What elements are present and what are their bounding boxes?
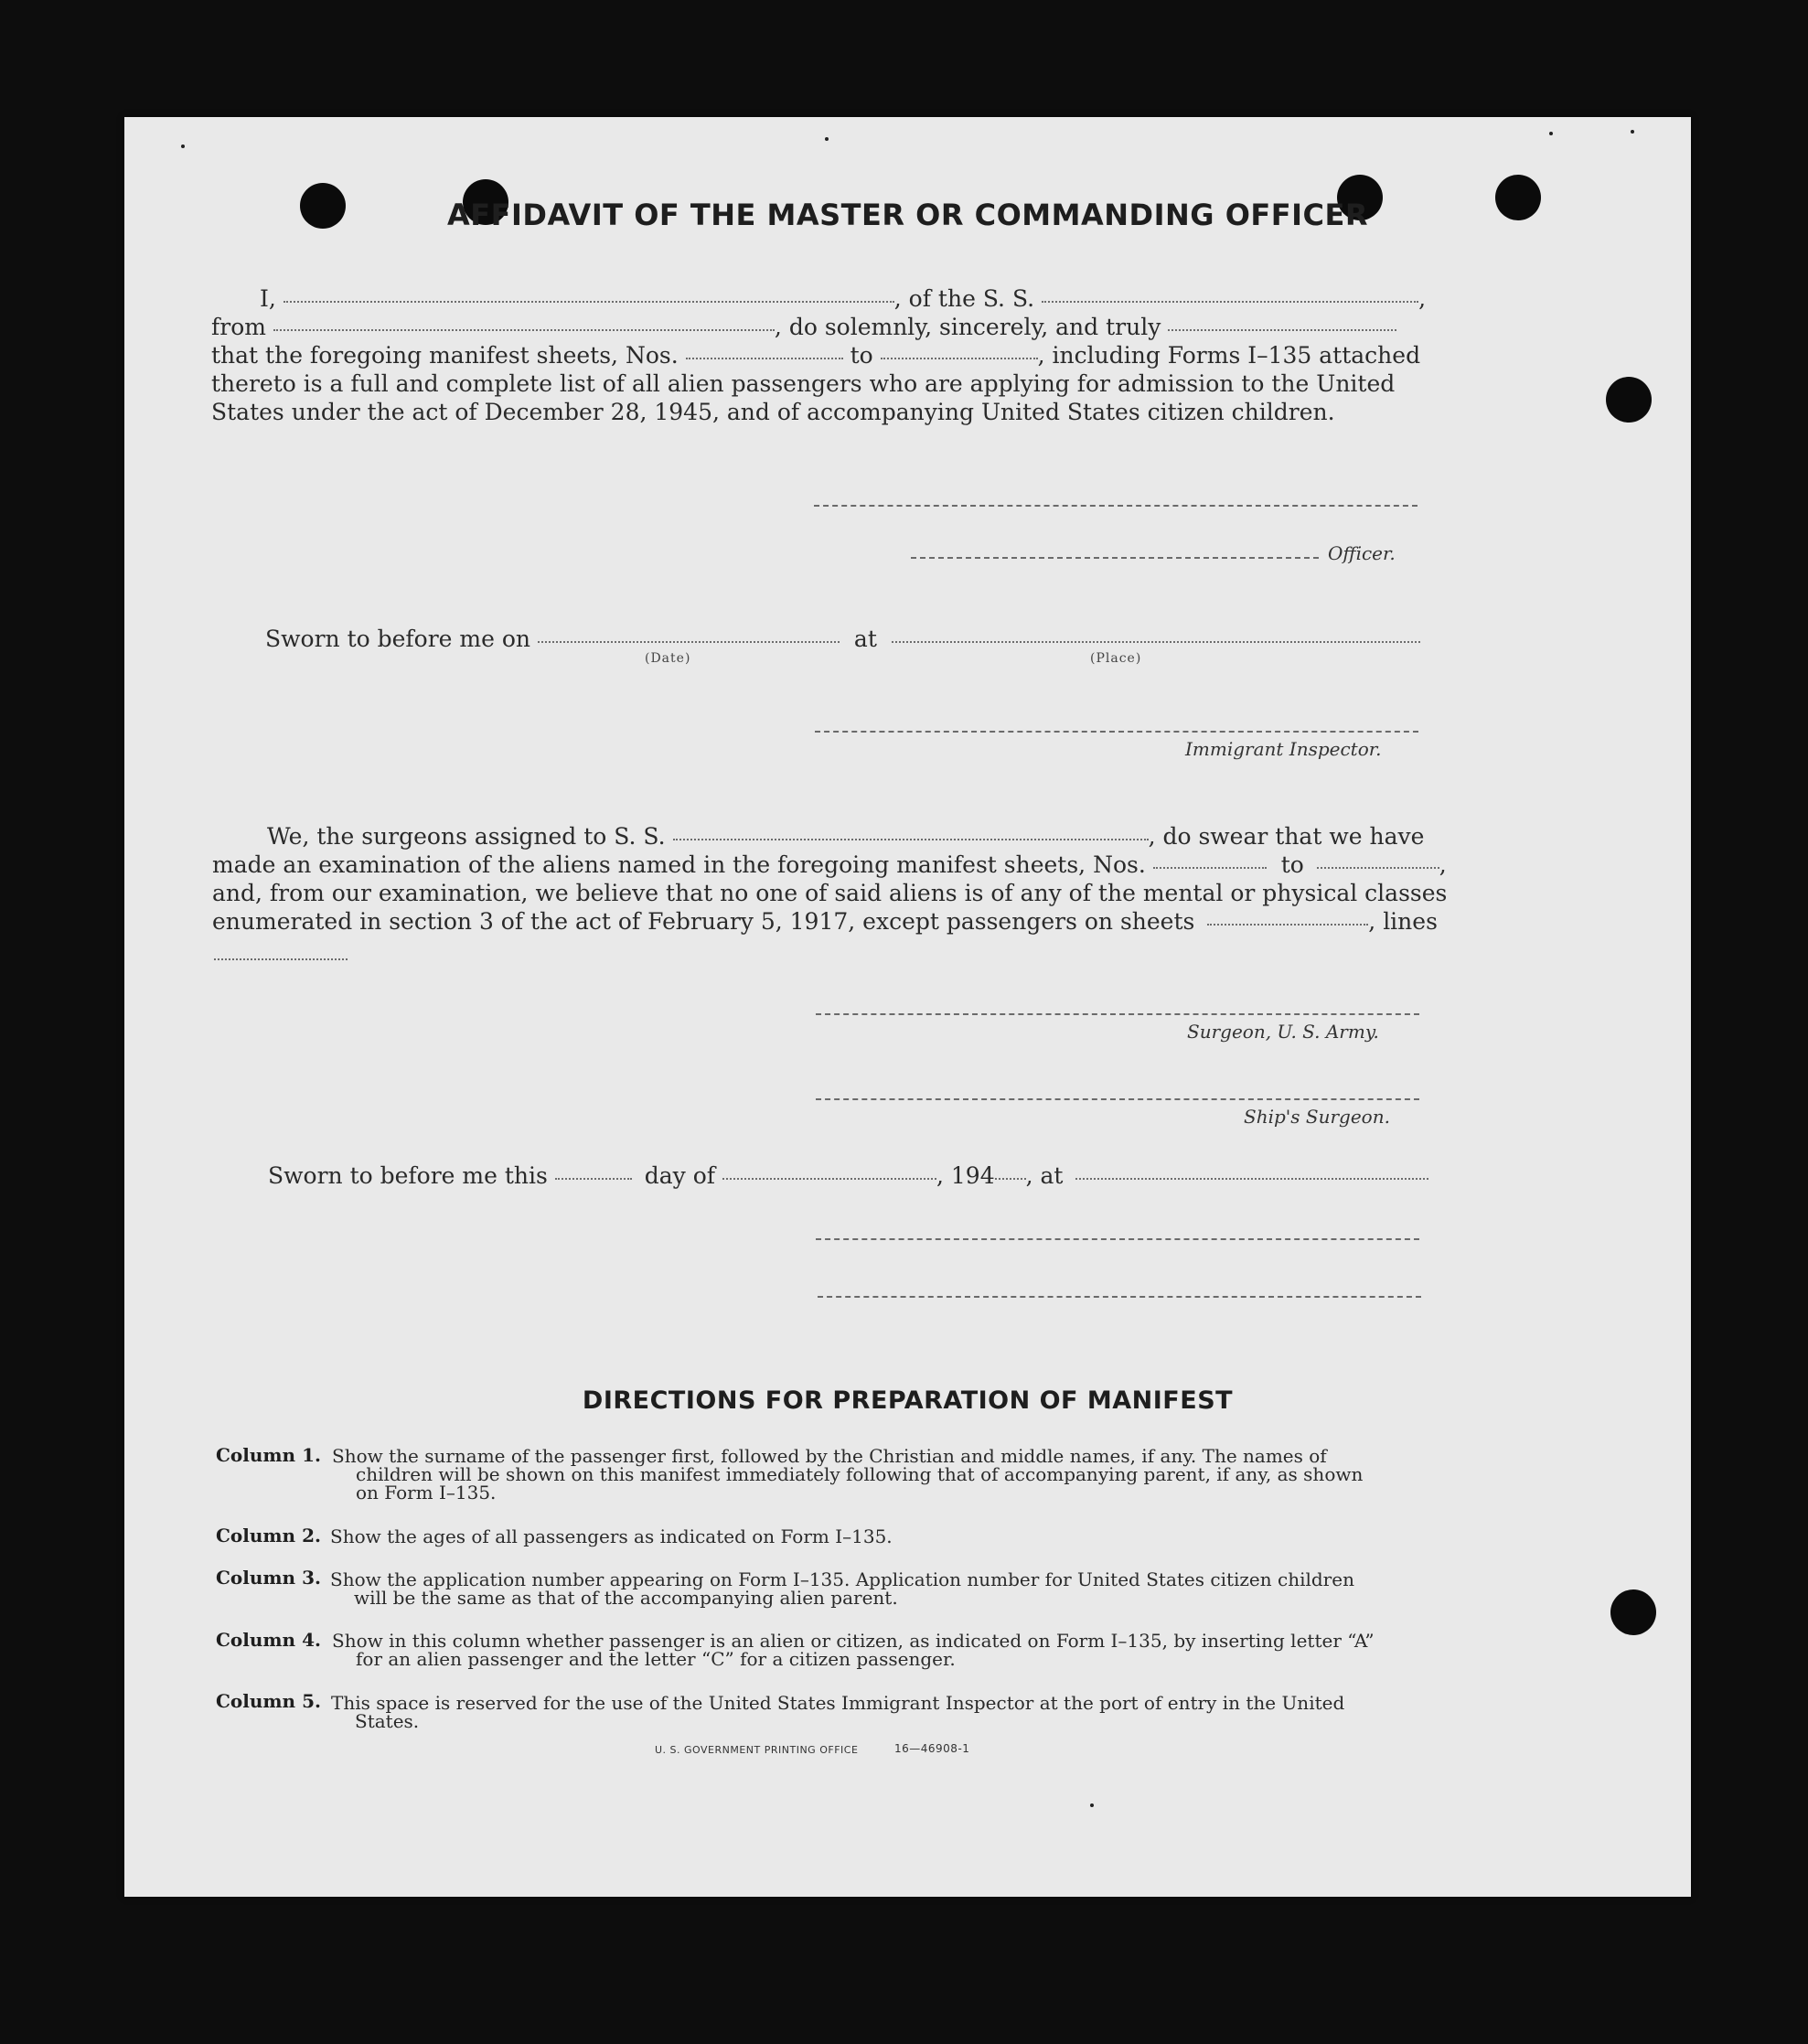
- text: , at: [1025, 1162, 1064, 1189]
- text: We, the surgeons assigned to S. S.: [267, 823, 666, 850]
- affidavit-line-1: [260, 285, 1426, 313]
- text: ,: [1418, 285, 1427, 312]
- paper-speck: [825, 137, 829, 141]
- surgeon-vessel-blank: [673, 839, 1149, 840]
- sworn-place-blank: [1075, 1178, 1428, 1180]
- surgeon-line-1: [267, 823, 1424, 851]
- army-surgeon-label: Surgeon, U. S. Army.: [1187, 1021, 1379, 1043]
- text: that the foregoing manifest sheets, Nos.: [211, 342, 679, 369]
- sheet-to-blank: [881, 358, 1038, 359]
- sworn-on-line: [265, 626, 1420, 653]
- text: , do swear that we have: [1148, 823, 1425, 850]
- text: , lines: [1368, 908, 1438, 935]
- sworn-signature-line-2: [818, 1296, 1421, 1298]
- affidavit-line-5: States under the act of December 28, 1945, and of accompanying United States citizen children.: [211, 399, 1335, 425]
- directions-title: DIRECTIONS FOR PREPARATION OF MANIFEST: [582, 1386, 1234, 1415]
- officer-label: Officer.: [1328, 542, 1396, 564]
- text: , do solemnly, sincerely, and truly: [774, 314, 1161, 340]
- column-1-label: Column 1.: [216, 1444, 321, 1466]
- text: , including Forms I–135 attached: [1037, 342, 1421, 369]
- affidavit-line-4: thereto is a full and complete list of all alien passengers who are applying for admission to the United: [211, 370, 1396, 397]
- sheet-from-blank: [686, 358, 843, 359]
- text: Show the application number appearing on Form I–135. Application number for United States citizen children: [330, 1568, 1354, 1590]
- affidavit-line-2: [211, 314, 1396, 341]
- text: , 194: [936, 1162, 995, 1189]
- text: , of the S. S.: [893, 285, 1035, 312]
- vessel-blank: [1042, 301, 1418, 303]
- surgeon-sheet-to-blank: [1317, 867, 1439, 869]
- column-4-label: Column 4.: [216, 1629, 321, 1651]
- text: Show the ages of all passengers as indicated on Form I–135.: [330, 1525, 893, 1547]
- text: ,: [1439, 851, 1447, 878]
- printer-imprint: U. S. GOVERNMENT PRINTING OFFICE: [655, 1744, 859, 1756]
- ship-surgeon-label: Ship's Surgeon.: [1244, 1106, 1390, 1128]
- origin-blank: [273, 329, 775, 331]
- text: Sworn to before me on: [265, 626, 531, 652]
- day-blank: [555, 1178, 632, 1180]
- except-lines-blank: [214, 958, 348, 960]
- text: will be the same as that of the accompanying alien parent.: [354, 1587, 898, 1609]
- surgeon-line-3: and, from our examination, we believe that no one of said aliens is of any of the mental or physical classes: [212, 880, 1448, 906]
- text: day of: [644, 1162, 716, 1189]
- text: This space is reserved for the use of the United States Immigrant Inspector at the port of entry in the United: [331, 1692, 1345, 1714]
- officer-signature-line-1: [814, 505, 1418, 507]
- column-2-label: Column 2.: [216, 1525, 321, 1546]
- text: Show in this column whether passenger is an alien or citizen, as indicated on Form I–135, by inserting letter “A”: [332, 1630, 1375, 1652]
- column-3-label: Column 3.: [216, 1567, 321, 1589]
- text: for an alien passenger and the letter “C” for a citizen passenger.: [356, 1648, 956, 1670]
- column-1-text: [332, 1447, 1429, 1502]
- paper-speck: [1090, 1803, 1094, 1807]
- punch-hole: [1610, 1589, 1656, 1635]
- form-code: 16—46908-1: [894, 1742, 970, 1755]
- text: I,: [260, 285, 276, 312]
- date-caption: (Date): [645, 651, 691, 666]
- text: made an examination of the aliens named in the foregoing manifest sheets, Nos.: [212, 851, 1146, 878]
- name-blank: [284, 301, 894, 303]
- ship-surgeon-signature-line: [816, 1098, 1419, 1100]
- sworn-this-line: [268, 1162, 1428, 1190]
- place-blank: [892, 641, 1420, 643]
- affirm-blank: [1168, 329, 1396, 331]
- text: to: [850, 342, 873, 369]
- text: enumerated in section 3 of the act of February 5, 1917, except passengers on sheets: [212, 908, 1195, 935]
- army-surgeon-signature-line: [816, 1013, 1419, 1015]
- paper-speck: [1549, 132, 1553, 135]
- column-4-text: [332, 1632, 1429, 1668]
- punch-hole: [1606, 377, 1652, 423]
- affidavit-line-3: [211, 342, 1420, 369]
- column-5-label: Column 5.: [216, 1690, 321, 1712]
- column-2-text: [330, 1527, 1428, 1546]
- surgeon-line-2: [212, 851, 1447, 879]
- sworn-signature-line-1: [816, 1238, 1419, 1240]
- surgeon-sheet-from-blank: [1153, 867, 1267, 869]
- except-sheets-blank: [1207, 924, 1368, 926]
- text: to: [1280, 851, 1304, 878]
- place-caption: (Place): [1090, 651, 1142, 666]
- text: at: [853, 626, 877, 652]
- paper-speck: [181, 144, 185, 148]
- year-blank: [995, 1178, 1026, 1180]
- text: on Form I–135.: [356, 1482, 497, 1504]
- surgeon-line-4: [212, 908, 1438, 936]
- officer-signature-line-2: [911, 557, 1319, 559]
- text: children will be shown on this manifest immediately following that of accompanying parent, if any, as shown: [356, 1463, 1364, 1485]
- month-blank: [722, 1178, 936, 1180]
- column-3-text: [330, 1570, 1428, 1607]
- text: Show the surname of the passenger first, followed by the Christian and middle names, if any. The names of: [332, 1445, 1327, 1467]
- form-page: [124, 117, 1691, 1897]
- date-blank: [538, 641, 840, 643]
- inspector-signature-line: [815, 731, 1418, 733]
- paper-speck: [1631, 130, 1634, 134]
- inspector-label: Immigrant Inspector.: [1185, 738, 1382, 760]
- column-5-text: [331, 1694, 1428, 1730]
- text: States.: [355, 1710, 420, 1732]
- affidavit-title: AFFIDAVIT OF THE MASTER OR COMMANDING OFFICER: [447, 198, 1368, 232]
- text: Sworn to before me this: [268, 1162, 548, 1189]
- text: from: [211, 314, 266, 340]
